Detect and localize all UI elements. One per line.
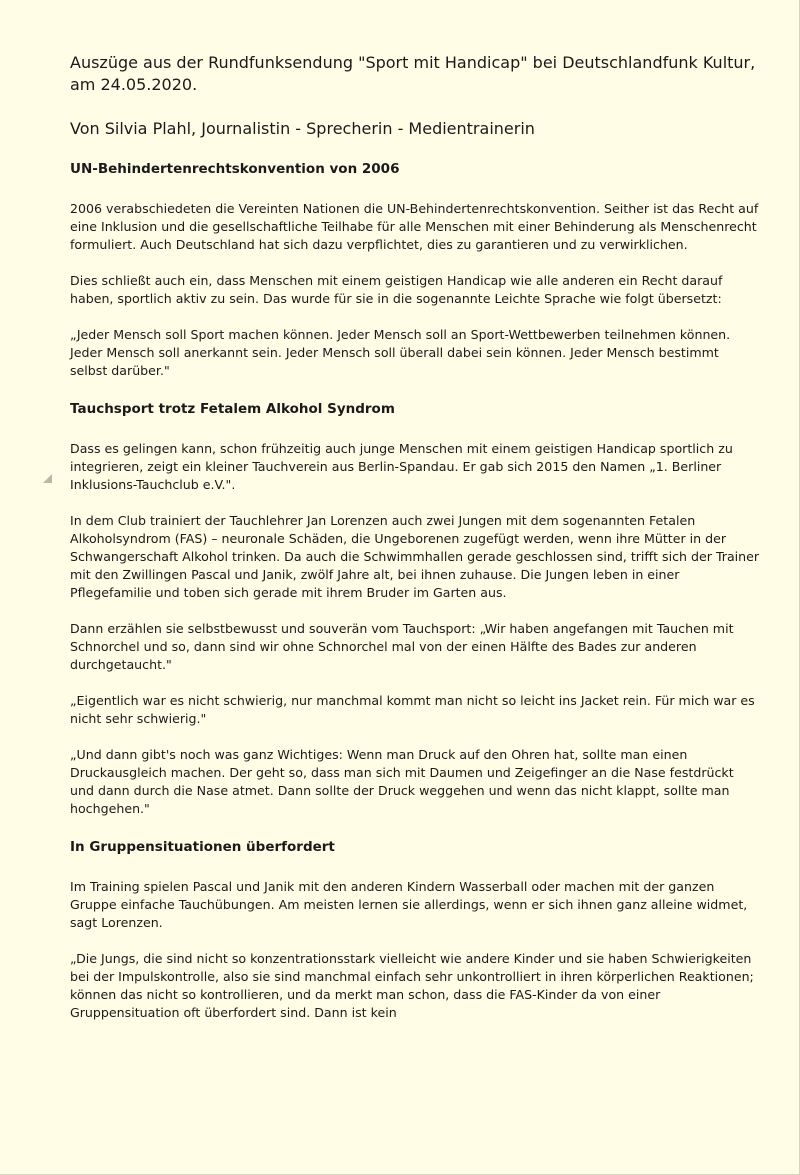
section-heading-tauchsport: Tauchsport trotz Fetalem Alkohol Syndrom	[70, 401, 395, 417]
quote-paragraph: „Jeder Mensch soll Sport machen können. Jeder Mensch soll an Sport-Wettbewerben teilnehmen können. Jeder Mensch soll anerkannt sein. Jeder Mensch soll überall dabei sein können. Jeder Mensch bestimmt selbst darüber."	[70, 327, 731, 378]
intro-line: Auszüge aus der Rundfunksendung "Sport mit Handicap" bei Deutschlandfunk Kultur, am 24.05.2020.	[70, 53, 756, 94]
paragraph: 2006 verabschiedeten die Vereinten Nationen die UN-Behindertenrechtskonvention. Seither ist das Recht auf eine Inklusion und die gesellschaftliche Teilhabe für alle Menschen mit einer Behinderung als Menschenrecht formuliert. Auch Deutschland hat sich dazu verpflichtet, dies zu garantieren und zu verwirklichen.	[70, 201, 759, 252]
section-heading-gruppensituationen: In Gruppensituationen überfordert	[70, 839, 335, 855]
paragraph: In dem Club trainiert der Tauchlehrer Jan Lorenzen auch zwei Jungen mit dem sogenannten Fetalen Alkoholsyndrom (FAS) – neuronale Schäden, die Ungeborenen zugefügt werden, wenn ihre Mütter in der Schwangerschaft Alkohol trinken. Da auch die Schwimmhallen gerade geschlossen sind, trifft sich der Trainer mit den Zwillingen Pascal und Janik, zwölf Jahre alt, bei ihnen zuhause. Die Jungen leben in einer Pflegefamilie und toben sich gerade mit ihrem Bruder im Garten aus.	[70, 513, 760, 600]
document-body[interactable]	[70, 52, 760, 1022]
quote-paragraph: „Und dann gibt's noch was ganz Wichtiges: Wenn man Druck auf den Ohren hat, sollte man einen Druckausgleich machen. Der geht so, dass man sich mit Daumen und Zeigefinger an die Nase festdrückt und dann durch die Nase atmet. Dann sollte der Druck weggehen und wenn das nicht klappt, sollte man hochgehen."	[70, 747, 734, 816]
paragraph: Dann erzählen sie selbstbewusst und souverän vom Tauchsport: „Wir haben angefangen mit Tauchen mit Schnorchel und so, dann sind wir ohne Schnorchel mal von der einen Hälfte des Bades zur anderen durchgetaucht."	[70, 621, 734, 672]
quote-paragraph: „Eigentlich war es nicht schwierig, nur manchmal kommt man nicht so leicht ins Jacket rein. Für mich war es nicht sehr schwierig."	[70, 693, 755, 726]
byline: Von Silvia Plahl, Journalistin - Sprecherin - Medientrainerin	[70, 119, 535, 138]
margin-marker-icon	[43, 474, 52, 483]
section-heading-un-konvention: UN-Behindertenrechtskonvention von 2006	[70, 161, 400, 177]
paragraph: Im Training spielen Pascal und Janik mit den anderen Kindern Wasserball oder machen mit der ganzen Gruppe einfache Tauchübungen. Am meisten lernen sie allerdings, wenn er sich ihnen ganz alleine widmet, sagt Lorenzen.	[70, 879, 748, 930]
paragraph: Dass es gelingen kann, schon frühzeitig auch junge Menschen mit einem geistigen Handicap sportlich zu integrieren, zeigt ein kleiner Tauchverein aus Berlin-Spandau. Er gab sich 2015 den Namen „1. Berliner Inklusions-Tauchclub e.V.".	[70, 441, 733, 492]
paragraph: Dies schließt auch ein, dass Menschen mit einem geistigen Handicap wie alle anderen ein Recht darauf haben, sportlich aktiv zu sein. Das wurde für sie in die sogenannte Leichte Sprache wie folgt übersetzt:	[70, 273, 723, 306]
quote-paragraph: „Die Jungs, die sind nicht so konzentrationsstark vielleicht wie andere Kinder und sie haben Schwierigkeiten bei der Impulskontrolle, also sie sind manchmal einfach sehr unkontrolliert in ihren körperlichen Reaktionen; können das nicht so kontrollieren, und da merkt man schon, dass die FAS-Kinder da von einer Gruppensituation oft überfordert sind. Dann ist kein	[70, 951, 754, 1020]
